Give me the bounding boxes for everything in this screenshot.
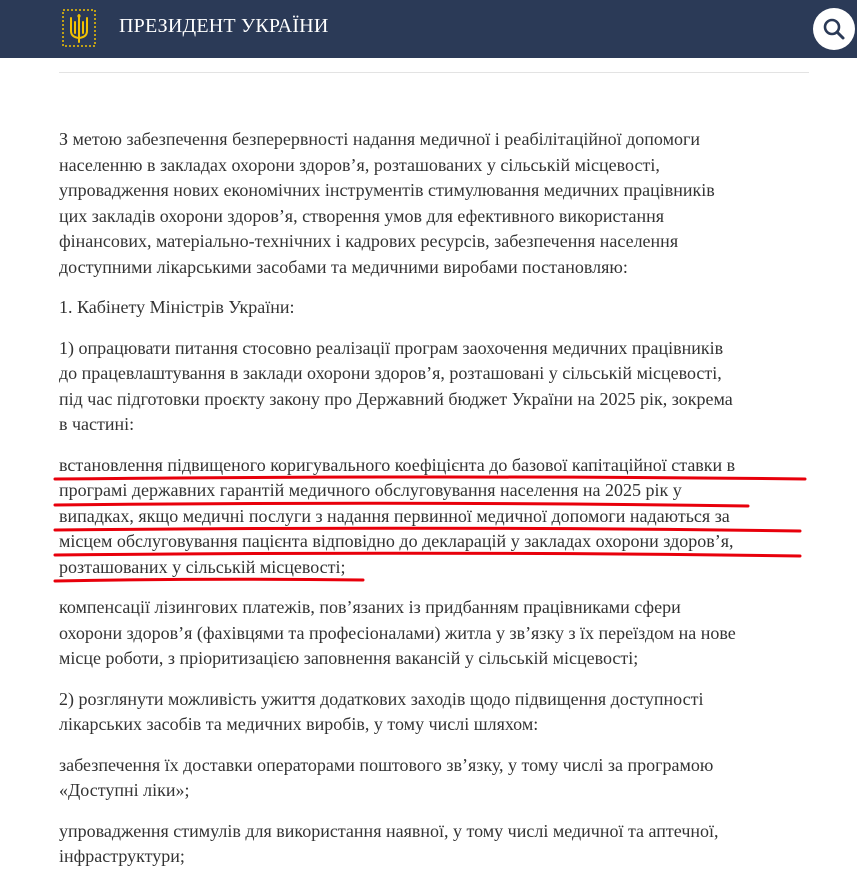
highlighted-paragraph (59, 453, 819, 581)
text-line: забезпечення їх доставки операторами поштового зв’язку, у тому числі за програмою (59, 754, 714, 775)
text-line: 2) розглянути можливість ужиття додаткових заходів щодо підвищення доступності (59, 688, 704, 709)
text-line: до працевлаштування в заклади охорони здоров’я, розташовані у сільській місцевості, (59, 363, 722, 383)
item-1-2-paragraph (59, 687, 819, 738)
text-line: компенсації лізингових платежів, пов’язаних із придбанням працівниками сфери (59, 597, 681, 617)
text-line: місце роботи, з пріоритизацією заповнення вакансій у сільській місцевості; (59, 648, 639, 668)
delivery-paragraph (59, 753, 819, 804)
text-line: під час підготовки проєкту закону про Державний бюджет України на 2025 рік, зокрема (59, 388, 733, 409)
item-1-1-paragraph (59, 336, 819, 438)
decree-text (59, 127, 819, 870)
incentives-paragraph (59, 819, 819, 870)
text-line: цих закладів охорони здоров’я, створення умов для ефективного використання (59, 205, 665, 226)
text-line: 1) опрацювати питання стосовно реалізації програм заохочення медичних працівників (59, 337, 724, 358)
text-line: випадках, якщо медичні послуги з надання первинної медичної допомоги надаються за (59, 505, 730, 526)
search-button[interactable] (813, 8, 855, 50)
content-divider (59, 72, 809, 73)
item-1-heading: 1. Кабінету Міністрів України: (59, 297, 295, 317)
text-line: інфраструктури; (59, 846, 185, 866)
trident-icon[interactable] (62, 9, 96, 47)
site-header (0, 0, 857, 58)
intro-paragraph (59, 127, 819, 280)
search-icon (822, 17, 846, 41)
text-line: «Доступні ліки»; (59, 780, 190, 800)
text-line: розташованих у сільській місцевості; (59, 556, 346, 577)
leasing-paragraph (59, 595, 819, 672)
text-line: доступними лікарськими засобами та медичними виробами постановляю: (59, 256, 628, 277)
text-line: програмі державних гарантій медичного обслуговування населення на 2025 рік у (59, 480, 682, 500)
text-line: в частині: (59, 414, 135, 434)
text-line: місцем обслуговування пацієнта відповідно до декларацій у закладах охорони здоров’я, (59, 531, 734, 551)
text-line: упровадження нових економічних інструментів стимулювання медичних працівників (59, 180, 715, 200)
text-line: фінансових, матеріально-технічних і кадрових ресурсів, забезпечення населення (59, 231, 679, 251)
text-line: охорони здоров’я (фахівцями та професіоналами) житла у зв’язку з їх переїздом на нове (59, 622, 736, 643)
text-line: З метою забезпечення безперервності надання медичної і реабілітаційної допомоги (59, 129, 700, 149)
text-line: упровадження стимулів для використання наявної, у тому числі медичної та аптечної, (59, 820, 719, 841)
site-title[interactable]: ПРЕЗИДЕНТ УКРАЇНИ (119, 15, 329, 37)
text-line: лікарських засобів та медичних виробів, у тому числі шляхом: (59, 714, 539, 734)
text-line: населенню в закладах охорони здоров’я, розташованих у сільській місцевості, (59, 154, 660, 175)
text-line: встановлення підвищеного коригувального коефіцієнта до базової капітаційної ставки в (59, 454, 736, 475)
